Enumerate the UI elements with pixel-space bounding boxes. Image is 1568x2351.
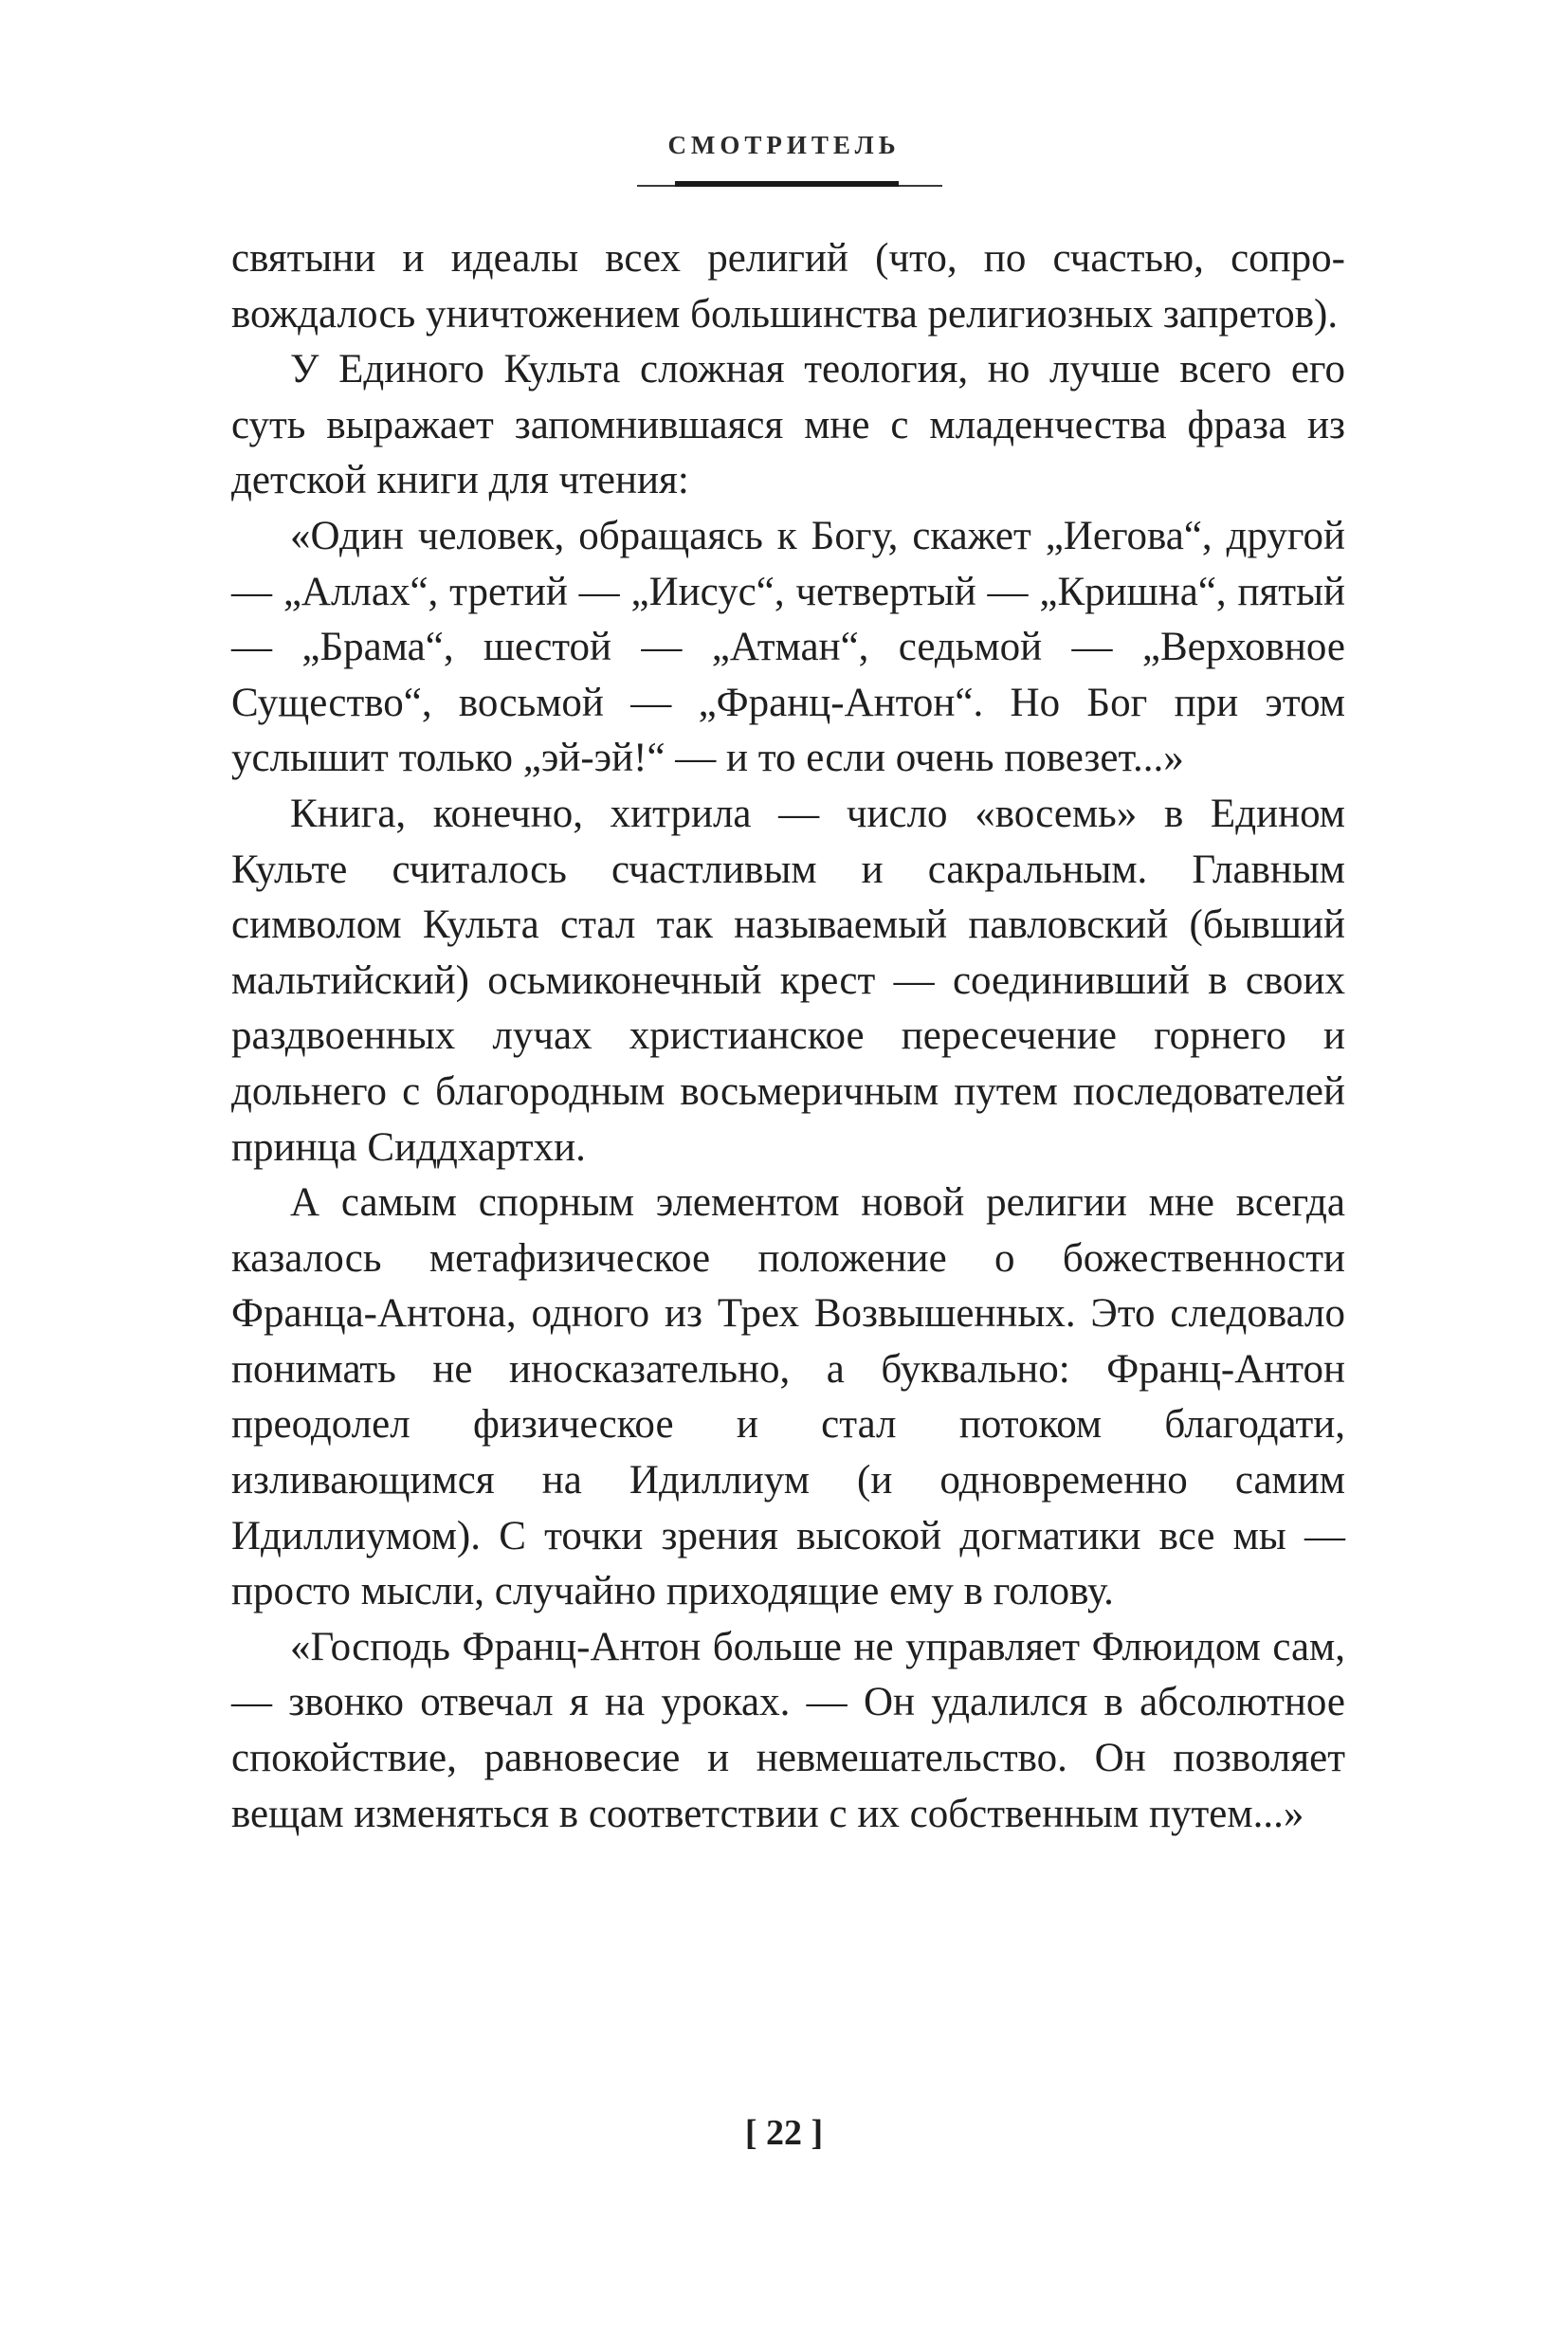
header-rule-accent xyxy=(675,181,899,187)
paragraph-continuation: святыни и идеалы всех религий (что, по счастью, сопровождалось уничтожением большинства религиозных запретов). xyxy=(231,236,1345,337)
body-text xyxy=(231,231,1345,1842)
paragraph-quote: «Господь Франц-Антон больше не управляет Флюидом сам, — звонко отвечал я на уроках. — Он удалился в абсолютное спокойствие, равновесие и невмешательство. Он позволяет вещам изменяться в соответствии с их собственным путем...» xyxy=(231,1624,1345,1836)
paragraph-quote: «Один человек, обращаясь к Богу, скажет „Иегова“, другой — „Аллах“, третий — „Иисус“, четвертый — „Кришна“, пятый — „Брама“, шестой — „Атман“, седьмой — „Верховное Существо“, восьмой — „Франц-Антон“. Но Бог при этом услышит только „эй-эй!“ — и то если очень повезет...» xyxy=(231,513,1345,781)
page-number: [ 22 ] xyxy=(744,2113,824,2153)
paragraph: Книга, конечно, хитрила — число «восемь» в Едином Культе считалось счастливым и сакральным. Главным символом Культа стал так называемый павловский (бывший мальтийский) осьмиконечный крест — соединивший в своих раздвоенных лучах христианское пересечение горнего и дольнего с благородным восьмеричным путем последователей принца Сиддхартхи. xyxy=(231,791,1345,1170)
paragraph: А самым спорным элементом новой религии мне всегда казалось метафизическое положение о божественности Франца-Антона, одного из Трех Возвышенных. Это следовало понимать не иносказательно, а буквально: Франц-Антон преодолел физическое и стал потоком благодати, изливающимся на Идиллиум (и одновременно самим Идиллиумом). С точки зрения высокой догматики все мы — просто мысли, случайно приходящие ему в голову. xyxy=(231,1180,1345,1614)
running-header: СМОТРИТЕЛЬ xyxy=(667,131,901,159)
paragraph: У Единого Культа сложная теология, но лучше всего его суть выражает запомнившаяся мне с младенчества фраза из детской книги для чтения: xyxy=(231,347,1345,503)
